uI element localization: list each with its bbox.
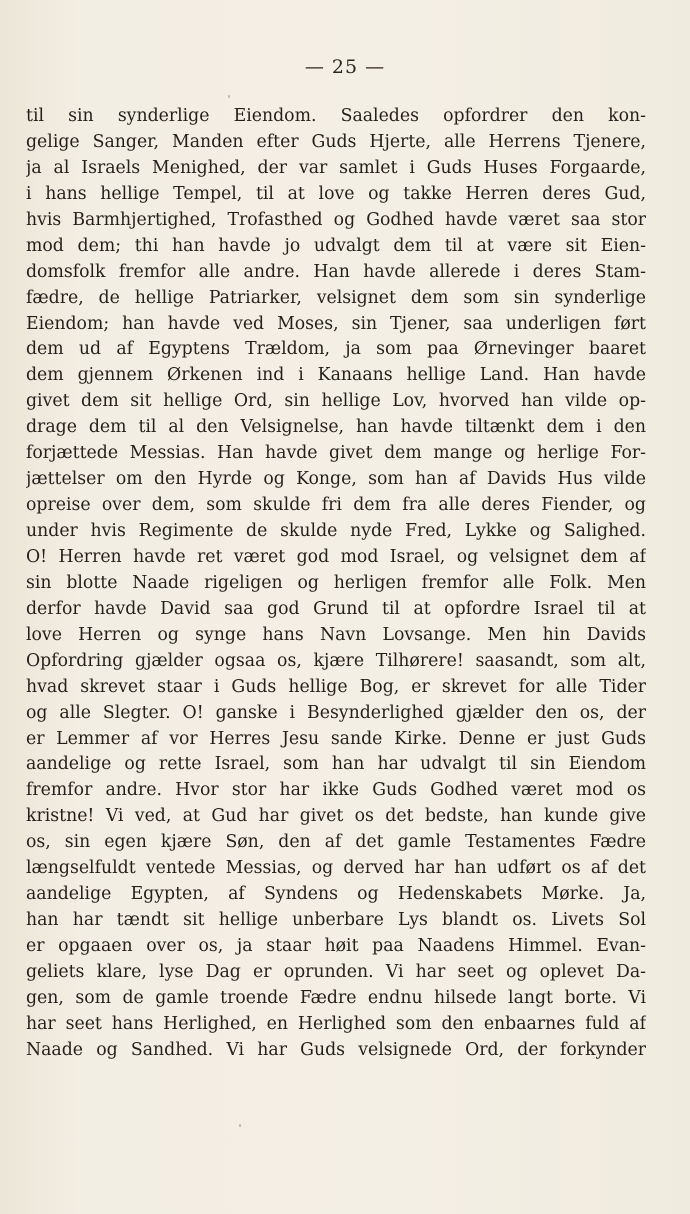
text-line: drage dem til al den Velsignelse, han havde tiltænkt dem i den	[26, 417, 646, 438]
text-line: Opfordring gjælder ogsaa os, kjære Tilhørere! saasandt, som alt,	[26, 650, 646, 671]
page-number: — 25 —	[304, 56, 386, 78]
text-line: O! Herren havde ret været god mod Israel, og velsignet dem af	[26, 546, 646, 567]
text-line: gelige Sanger, Manden efter Guds Hjerte, alle Herrens Tjenere,	[26, 131, 646, 152]
text-line: og alle Slegter. O! ganske i Besynderlighed gjælder den os, der	[26, 702, 646, 723]
text-line: længselfuldt ventede Messias, og derved har han udført os af det	[26, 858, 646, 879]
text-line: er Lemmer af vor Herres Jesu sande Kirke. Denne er just Guds	[26, 728, 646, 749]
text-line: derfor havde David saa god Grund til at opfordre Israel til at	[26, 598, 646, 619]
text-line: mod dem; thi han havde jo udvalgt dem til at være sit Eien-	[26, 235, 646, 256]
text-line: gen, som de gamle troende Fædre endnu hilsede langt borte. Vi	[26, 987, 646, 1008]
text-line: i hans hellige Tempel, til at love og takke Herren deres Gud,	[26, 183, 646, 204]
text-line: ja al Israels Menighed, der var samlet i Guds Huses Forgaarde,	[26, 157, 646, 178]
text-line: sin blotte Naade rigeligen og herligen fremfor alle Folk. Men	[26, 572, 646, 593]
text-line: fremfor andre. Hvor stor har ikke Guds Godhed været mod os	[26, 780, 646, 801]
text-line: givet dem sit hellige Ord, sin hellige Lov, hvorved han vilde op-	[26, 391, 646, 412]
text-line: er opgaaen over os, ja staar høit paa Naadens Himmel. Evan-	[26, 936, 646, 956]
text-line: dem ud af Egyptens Trældom, ja som paa Ørnevinger baaret	[26, 339, 646, 360]
text-line: til sin synderlige Eiendom. Saaledes opfordrer den kon-	[26, 106, 646, 126]
text-line: har seet hans Herlighed, en Herlighed som den enbaarnes fuld af	[26, 1013, 646, 1034]
text-line: jættelser om den Hyrde og Konge, som han af Davids Hus vilde	[26, 469, 646, 490]
text-line: kristne! Vi ved, at Gud har givet os det bedste, han kunde give	[26, 806, 646, 827]
text-line: hvad skrevet staar i Guds hellige Bog, er skrevet for alle Tider	[26, 676, 646, 697]
text-line: geliets klare, lyse Dag er oprunden. Vi har seet og oplevet Da-	[26, 961, 646, 982]
text-line: domsfolk fremfor alle andre. Han havde allerede i deres Stam-	[26, 261, 646, 282]
text-line: love Herren og synge hans Navn Lovsange. Men hin Davids	[26, 624, 646, 645]
text-line: Naade og Sandhed. Vi har Guds velsignede Ord, der forkynder	[26, 1039, 646, 1060]
text-line: Eiendom; han havde ved Moses, sin Tjener, saa underligen ført	[26, 313, 646, 334]
text-line: under hvis Regimente de skulde nyde Fred, Lykke og Salighed.	[26, 521, 646, 541]
text-line: aandelige og rette Israel, som han har udvalgt til sin Eiendom	[26, 754, 646, 775]
text-line: aandelige Egypten, af Syndens og Hedenskabets Mørke. Ja,	[26, 884, 646, 905]
text-line: opreise over dem, som skulde fri dem fra alle deres Fiender, og	[26, 495, 646, 516]
text-line: han har tændt sit hellige unberbare Lys blandt os. Livets Sol	[26, 910, 646, 931]
text-line: forjættede Messias. Han havde givet dem mange og herlige For-	[26, 443, 646, 464]
paper-speck	[228, 95, 230, 98]
paper-speck	[239, 1124, 241, 1127]
text-line: dem gjennem Ørkenen ind i Kanaans hellige Land. Han havde	[26, 365, 646, 386]
body-text	[26, 104, 646, 1064]
text-line: os, sin egen kjære Søn, den af det gamle Testamentes Fædre	[26, 832, 646, 853]
text-line: hvis Barmhjertighed, Trofasthed og Godhed havde været saa stor	[26, 209, 646, 230]
text-line: fædre, de hellige Patriarker, velsignet dem som sin synderlige	[26, 287, 646, 308]
